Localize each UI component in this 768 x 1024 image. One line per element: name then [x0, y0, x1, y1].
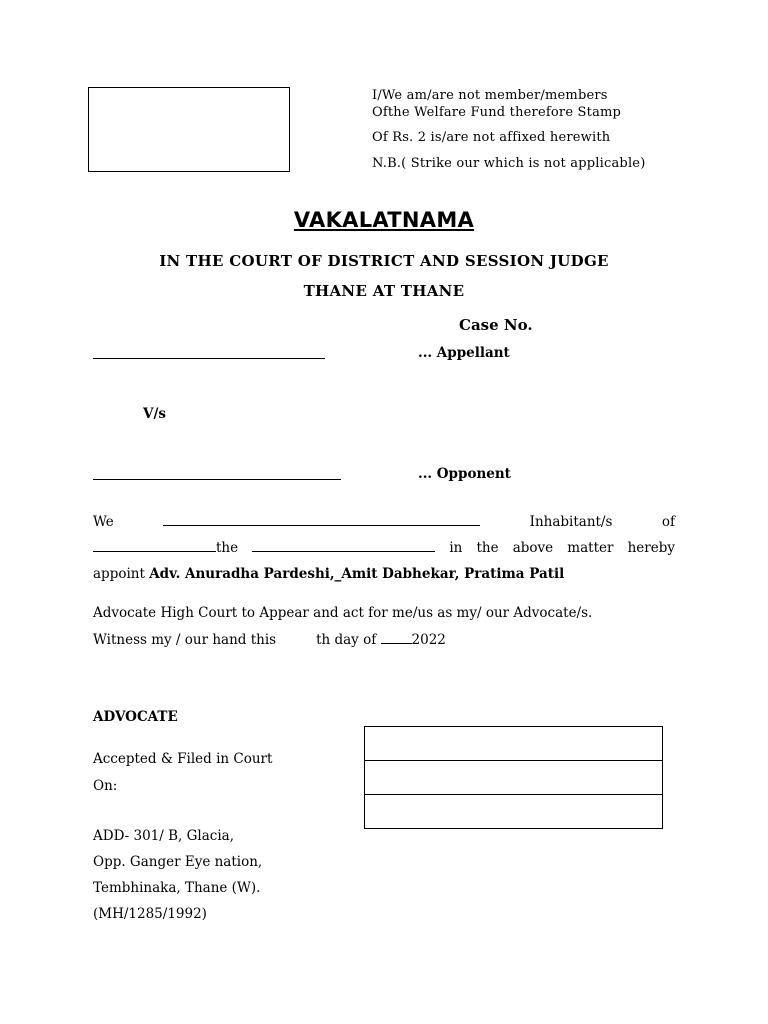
address-line-1: ADD- 301/ B, Glacia,	[93, 828, 234, 844]
witness-prefix: Witness my / our hand this	[93, 632, 277, 648]
inhabitant-word: Inhabitant/s	[529, 514, 613, 530]
we-word: We	[93, 514, 114, 530]
opponent-label: ... Opponent	[418, 466, 511, 482]
role-blank[interactable]	[252, 539, 435, 552]
body-line-1	[93, 513, 675, 530]
month-blank[interactable]	[381, 631, 412, 644]
address-line-2: Opp. Ganger Eye nation,	[93, 854, 263, 870]
stamp-note-line2: Ofthe Welfare Fund therefore Stamp	[372, 105, 622, 120]
opponent-name-line[interactable]	[93, 479, 341, 480]
stamp-note-line3: Of Rs. 2 is/are not affixed herewith	[372, 130, 611, 145]
document-title: VAKALATNAMA	[293, 208, 475, 232]
accepted-line-1: Accepted & Filed in Court	[93, 751, 273, 767]
stamp-note-line1: I/We am/are not member/members	[372, 88, 608, 103]
appellant-name-line[interactable]	[93, 358, 325, 359]
matter-word-4: matter	[567, 540, 614, 556]
witness-line	[93, 631, 675, 648]
signature-table	[364, 726, 663, 829]
matter-word-5: hereby	[627, 540, 675, 556]
body-line-2	[93, 539, 675, 556]
appellant-label: ... Appellant	[418, 345, 510, 361]
the-word: the	[216, 540, 239, 556]
stamp-note-line4: N.B.( Strike our which is not applicable)	[372, 156, 646, 171]
place-blank[interactable]	[93, 539, 216, 552]
signature-row-3[interactable]	[365, 795, 662, 829]
advocate-names: Adv. Anuradha Pardeshi,_Amit Dabhekar, Pratima Patil	[149, 566, 565, 582]
address-line-3: Tembhinaka, Thane (W).	[93, 880, 261, 896]
witness-year: 2022	[411, 632, 446, 648]
court-line-2: THANE AT THANE	[303, 282, 465, 300]
court-line-1: IN THE COURT OF DISTRICT AND SESSION JUDGE	[159, 252, 609, 270]
appoint-word: appoint	[93, 566, 145, 582]
client-name-blank[interactable]	[163, 513, 480, 526]
body-line-4: Advocate High Court to Appear and act for me/us as my/ our Advocate/s.	[93, 605, 593, 621]
of-word: of	[661, 514, 675, 530]
signature-row-1[interactable]	[365, 727, 662, 761]
stamp-box	[88, 87, 290, 172]
matter-word-3: above	[512, 540, 554, 556]
place-segment	[93, 539, 238, 556]
witness-mid: th day of	[316, 632, 377, 648]
matter-word-2: the	[476, 540, 499, 556]
matter-word-1: in	[449, 540, 463, 556]
advocate-heading: ADVOCATE	[93, 709, 178, 725]
versus-label: V/s	[143, 406, 167, 422]
accepted-line-2: On:	[93, 778, 118, 794]
body-line-3	[93, 566, 675, 582]
signature-row-2[interactable]	[365, 761, 662, 795]
registration-number: (MH/1285/1992)	[93, 906, 207, 922]
case-no-label: Case No.	[459, 316, 533, 334]
